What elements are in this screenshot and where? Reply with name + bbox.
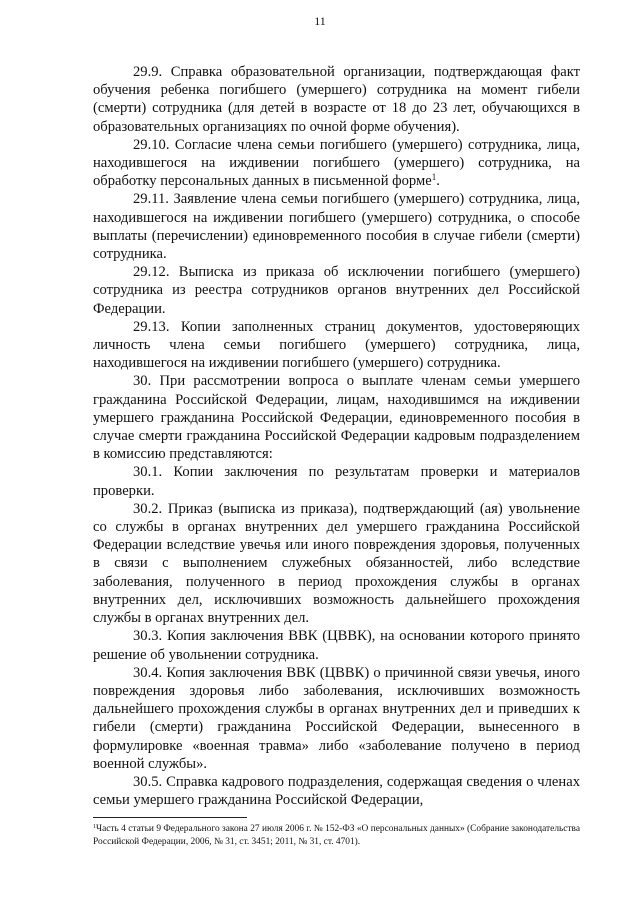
paragraph-30-3: 30.3. Копия заключения ВВК (ЦВВК), на основании которого принято решение об увольнении сотрудника. [93,628,580,663]
paragraph-30-2: 30.2. Приказ (выписка из приказа), подтверждающий (ая) увольнение со службы в органах внутренних дел умершего гражданина Российской Федерации вследствие увечья или иного повреждения здоровья, полученных в связи с выполнением служебных обязанностей, либо вследствие заболевания, полученного в период прохождения службы в органах внутренних дел, исключивших возможность дальнейшего прохождения службы в органах внутренних дел. [93,500,580,627]
page-number: 11 [314,14,326,28]
paragraph-30-5: 30.5. Справка кадрового подразделения, содержащая сведения о членах семьи умершего гражданина Российской Федерации, [93,773,580,809]
footnote-marker: 1 [93,824,96,830]
footnote-reference: 1 [431,172,437,183]
paragraph-29-13: 29.13. Копии заполненных страниц документов, удостоверяющих личность члена семьи погибшего (умершего) сотрудника, лица, находившегося на иждивении погибшего (умершего) сотрудника. [93,318,580,372]
paragraph-30: 30. При рассмотрении вопроса о выплате членам семьи умершего гражданина Российской Федерации, лицам, находившимся на иждивении умершего гражданина Российской Федерации, единовременного пособия в случае смерти гражданина Российской Федерации кадровым подразделением в комиссию представляются: [93,373,580,463]
footnote [93,823,580,848]
paragraph-29-10-text: 29.10. Согласие члена семьи погибшего (умершего) сотрудника, лица, находившегося на иждивении погибшего (умершего) сотрудника, на обработку персональных данных в письменной форме [93,136,580,190]
paragraph-29-12: 29.12. Выписка из приказа об исключении погибшего (умершего) сотрудника из реестра сотрудников органов внутренних дел Российской Федерации. [93,264,580,317]
footnote-text: Часть 4 статьи 9 Федерального закона 27 июля 2006 г. № 152-ФЗ «О персональных данных» (Собрание законодательства Российской Федерации, 2006, № 31, ст. 3451; 2011, № 31, ст. 4701). [93,824,580,847]
document-body [93,63,580,809]
paragraph-29-9: 29.9. Справка образовательной организации, подтверждающая факт обучения ребенка погибшего (умершего) сотрудника на момент гибели (смерти) сотрудника (для детей в возрасте от 18 до 23 лет, обучающихся в образовательных организациях по очной форме обучения). [93,64,580,135]
footnote-paragraph [93,823,580,848]
paragraph-29-10 [93,136,580,191]
paragraph-30-1: 30.1. Копии заключения по результатам проверки и материалов проверки. [93,464,580,499]
footnote-separator [93,817,247,818]
paragraph-29-10-end: . [436,173,440,190]
paragraph-29-11: 29.11. Заявление члена семьи погибшего (умершего) сотрудника, лица, находившегося на иждивении погибшего (умершего) сотрудника, о способе выплаты (перечислении) единовременного пособия в случае гибели (смерти) сотрудника. [93,191,580,263]
paragraph-30-4: 30.4. Копия заключения ВВК (ЦВВК) о причинной связи увечья, иного повреждения здоровья либо заболевания, исключивших возможность дальнейшего прохождения службы в органах внутренних дел и приведших к гибели (смерти) гражданина Российской Федерации, вынесенного в формулировке «военная травма» либо «заболевание получено в период военной службы». [93,664,580,772]
